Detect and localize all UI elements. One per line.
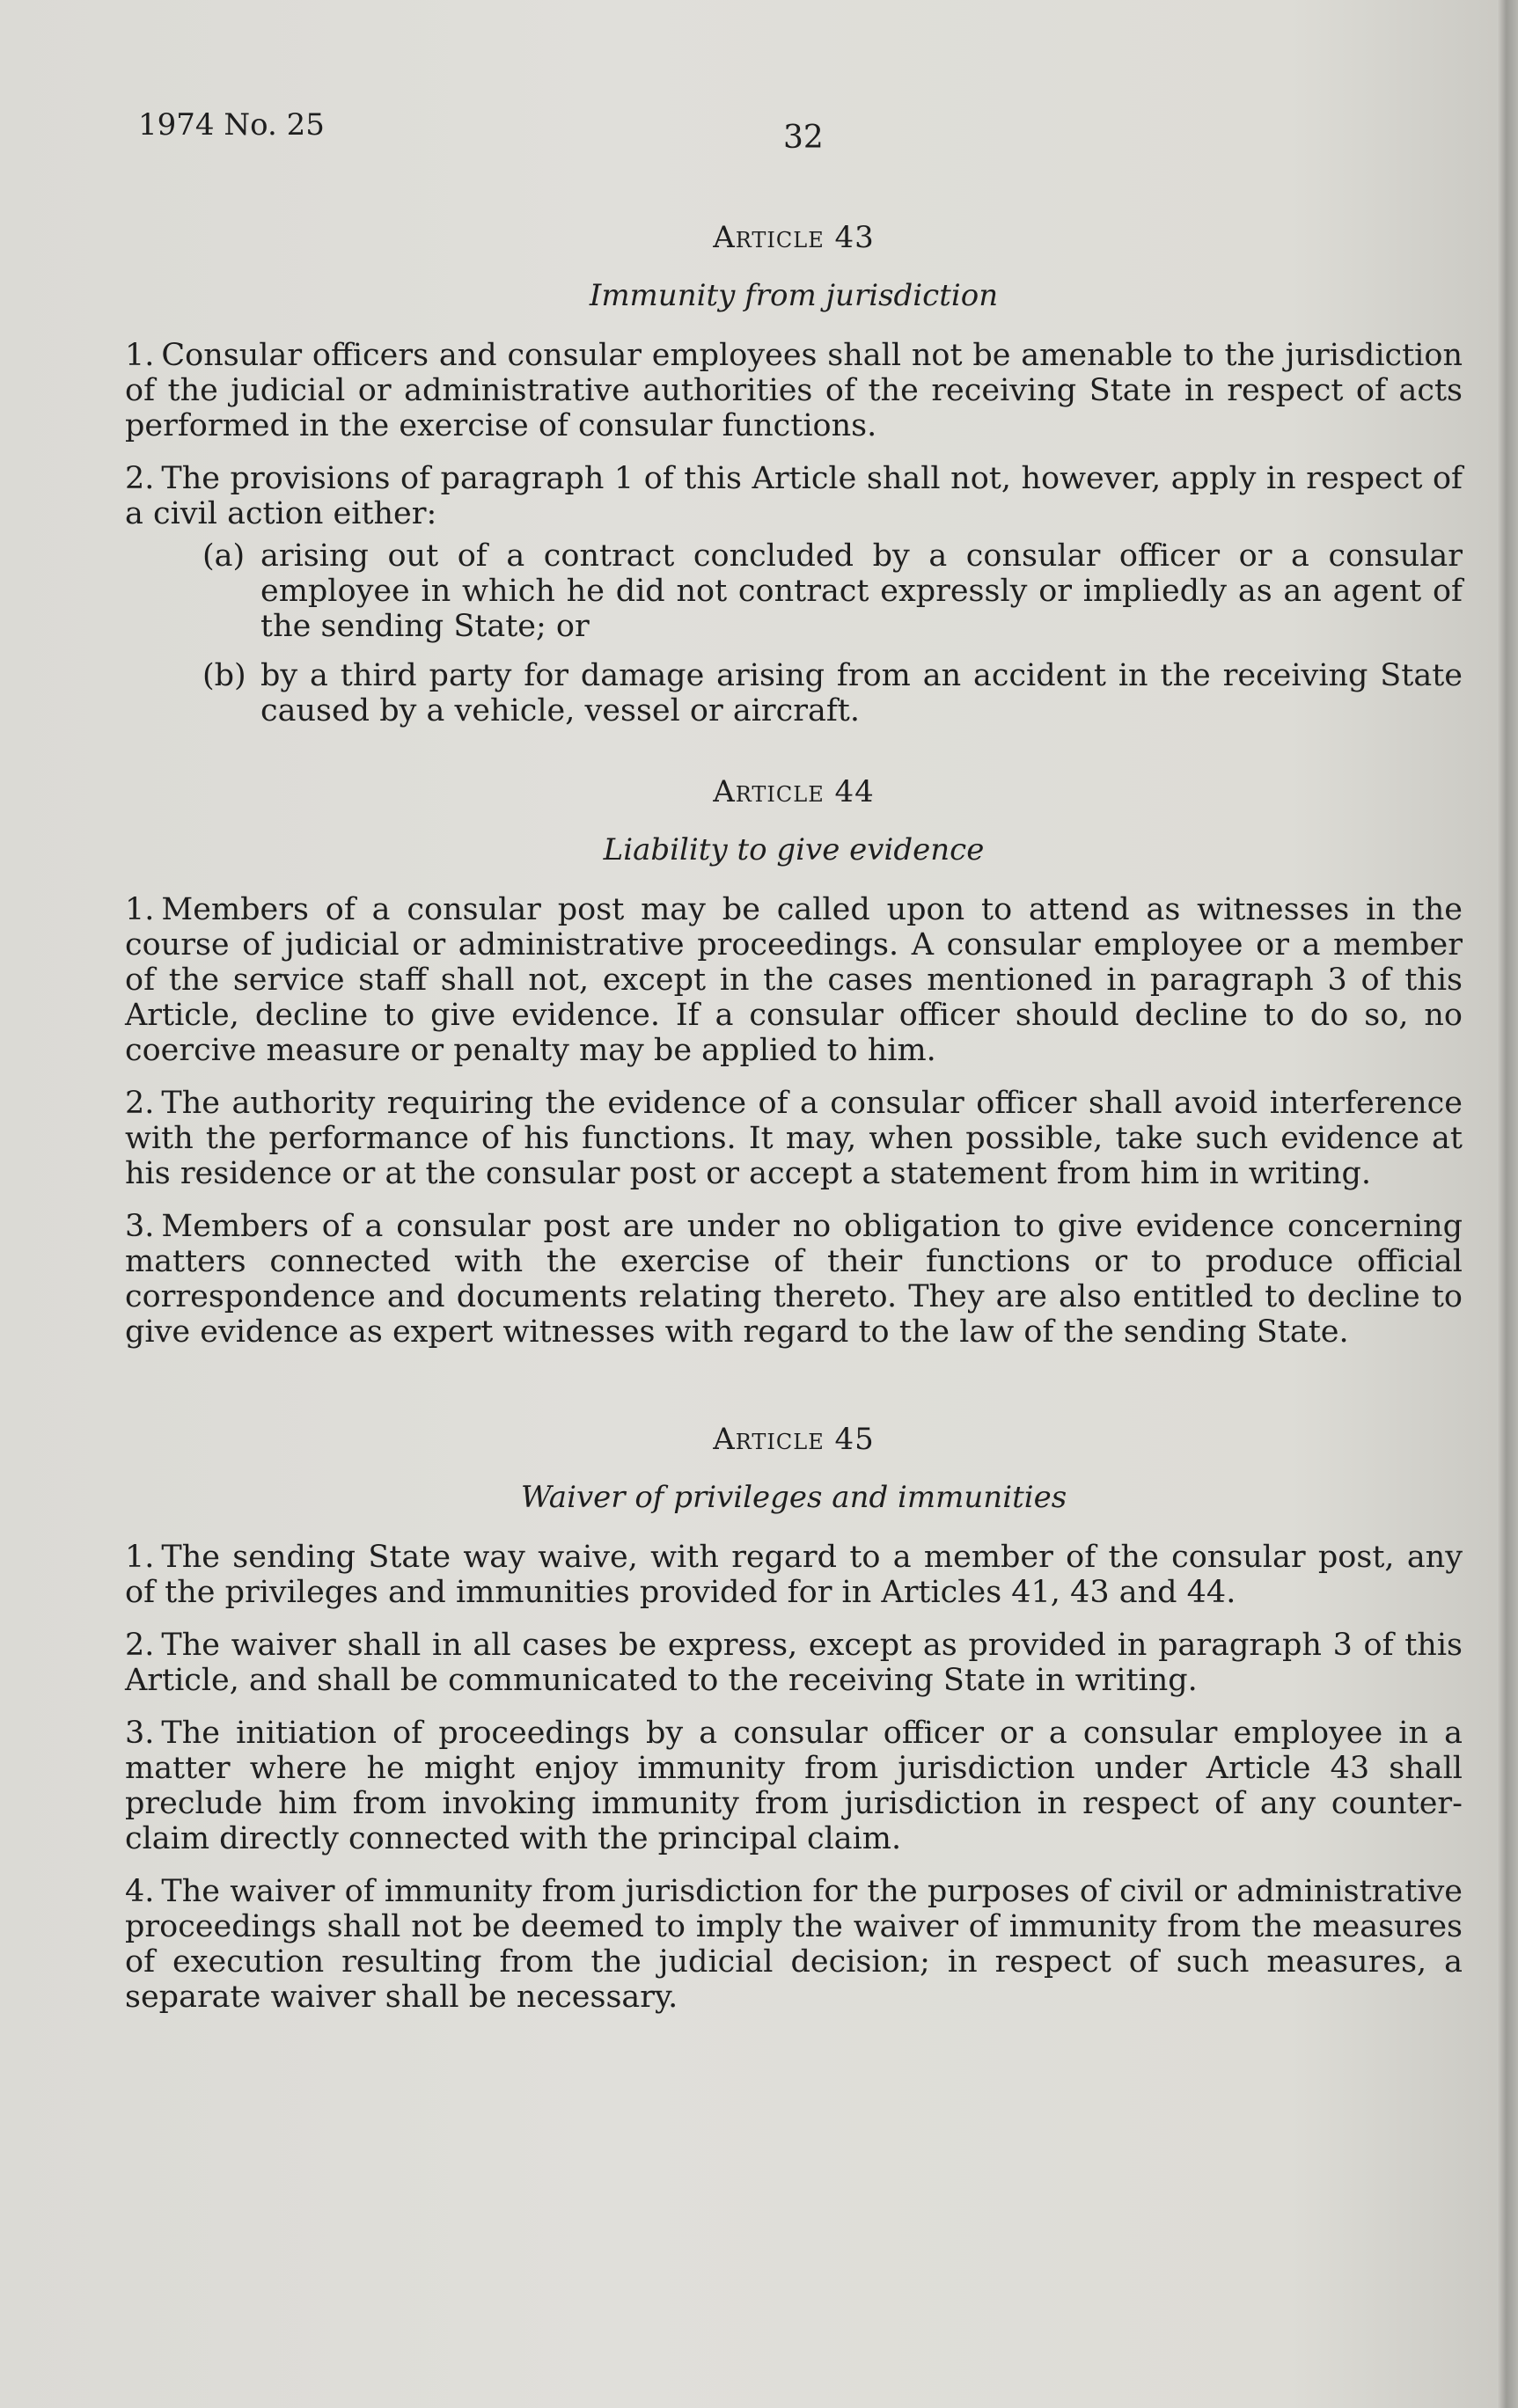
paragraph-number: 2. bbox=[125, 461, 155, 496]
document-reference: 1974 No. 25 bbox=[138, 107, 325, 143]
list-item-text: by a third party for damage arising from an accident in the receiving State caused by a vehicle, vessel or aircraft. bbox=[260, 658, 1463, 728]
paragraph-text: The authority requiring the evidence of a consular officer shall avoid interference with the performance of his functions. It may, when possible, take such evidence at his residence or at the consular post or accept a statement from him in writing. bbox=[125, 1086, 1463, 1191]
paragraph-text: Consular officers and consular employees shall not be amenable to the jurisdiction of the judicial or administrative authorities of the receiving State in respect of acts performed in the exercise of consular functions. bbox=[125, 338, 1463, 443]
paragraph-number: 3. bbox=[125, 1716, 155, 1751]
list-item-text: arising out of a contract concluded by a consular officer or a consular employee in which he did not contract expressly or impliedly as an agent of the sending State; or bbox=[260, 538, 1463, 644]
paragraph-text: The waiver shall in all cases be express, except as provided in paragraph 3 of this Article, and shall be communicated to the receiving State in writing. bbox=[125, 1628, 1463, 1698]
paragraph-text: The sending State way waive, with regard to a member of the consular post, any of the privileges and immunities provided for in Articles 41, 43 and 44. bbox=[125, 1540, 1463, 1610]
article-title: Article 43 bbox=[713, 220, 875, 255]
paragraph bbox=[125, 338, 1463, 443]
paragraph-text: The initiation of proceedings by a consular officer or a consular employee in a matter where he might enjoy immunity from jurisdiction under Article 43 shall preclude him from invoking immunity from jurisdiction in respect of any counter-claim directly connected with the principal claim. bbox=[125, 1716, 1463, 1856]
list-item-label: (a) bbox=[202, 538, 246, 574]
paragraph-number: 1. bbox=[125, 338, 155, 373]
paragraph-number: 4. bbox=[125, 1874, 155, 1909]
paragraph-number: 2. bbox=[125, 1086, 155, 1121]
binding-gutter bbox=[1497, 0, 1518, 2408]
article-43 bbox=[125, 220, 1463, 728]
article-44 bbox=[125, 774, 1463, 1350]
paragraph-text: The provisions of paragraph 1 of this Article shall not, however, apply in respect of a civil action either: bbox=[125, 461, 1463, 531]
paragraph-number: 1. bbox=[125, 892, 155, 927]
article-subtitle: Waiver of privileges and immunities bbox=[520, 1480, 1067, 1515]
document-body bbox=[125, 220, 1463, 2032]
article-title: Article 45 bbox=[713, 1422, 875, 1457]
paragraph-text: Members of a consular post are under no obligation to give evidence concerning matters connected with the exercise of their functions or to produce official correspondence and documents relating thereto. They are also entitled to decline to give evidence as expert witnesses with regard to the law of the sending State. bbox=[125, 1209, 1463, 1350]
page-number: 32 bbox=[783, 120, 824, 156]
paragraph-text: Members of a consular post may be called upon to attend as witnesses in the course of judicial or administrative proceedings. A consular employee or a member of the service staff shall not, except in the cases mentioned in paragraph 3 of this Article, decline to give evidence. If a consular officer should decline to do so, no coercive measure or penalty may be applied to him. bbox=[125, 892, 1463, 1068]
paragraph bbox=[125, 461, 1463, 531]
article-subtitle: Liability to give evidence bbox=[603, 832, 985, 867]
article-45 bbox=[125, 1422, 1463, 2015]
paragraph bbox=[125, 1716, 1463, 1856]
list-item bbox=[202, 658, 1463, 728]
article-title: Article 44 bbox=[713, 774, 875, 809]
paragraph-number: 3. bbox=[125, 1209, 155, 1244]
paragraph-number: 2. bbox=[125, 1628, 155, 1663]
paragraph bbox=[125, 1628, 1463, 1698]
paragraph bbox=[125, 892, 1463, 1068]
paragraph bbox=[125, 1209, 1463, 1350]
paragraph bbox=[125, 1540, 1463, 1610]
paragraph-number: 1. bbox=[125, 1540, 155, 1575]
paragraph-text: The waiver of immunity from jurisdiction for the purposes of civil or administrative proceedings shall not be deemed to imply the waiver of immunity from the measures of execution resulting from the judicial decision; in respect of such measures, a separate waiver shall be necessary. bbox=[125, 1874, 1463, 2015]
list-item bbox=[202, 538, 1463, 644]
article-subtitle: Immunity from jurisdiction bbox=[589, 278, 999, 313]
paragraph bbox=[125, 1874, 1463, 2015]
paragraph bbox=[125, 1086, 1463, 1191]
list-item-label: (b) bbox=[202, 658, 246, 693]
